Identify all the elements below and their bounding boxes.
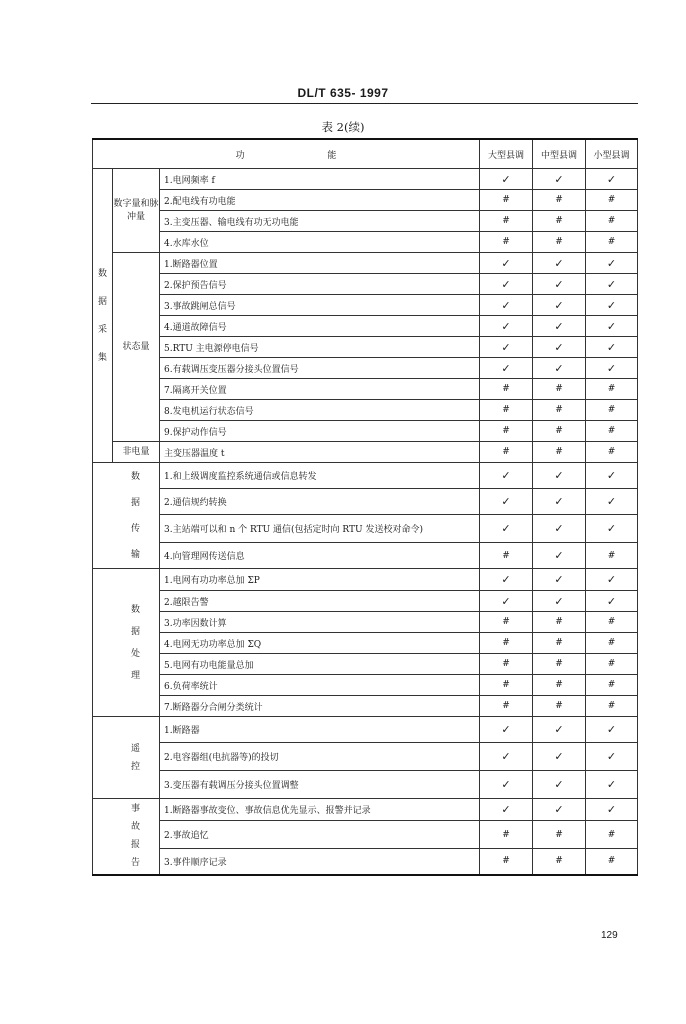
function-item: 2.电容器组(电抗器等)的投切 [160,743,480,771]
hash-mark-medium: # [533,379,586,400]
page-number: 129 [601,930,618,941]
table-row [93,654,638,675]
function-item: 3.事故跳闸总信号 [160,295,480,316]
hash-mark-large: # [480,633,533,654]
table-row [93,232,638,253]
hash-mark-medium: # [533,190,586,211]
hash-mark-large: # [480,379,533,400]
function-item: 3.主变压器、输电线有功无功电能 [160,211,480,232]
check-mark-medium: ✓ [533,253,586,274]
check-mark-small: ✓ [586,358,638,379]
hash-mark-small: # [586,821,638,849]
function-item: 2.越限告警 [160,591,480,612]
check-mark-large: ✓ [480,771,533,799]
standard-number: DL/T 635- 1997 [297,86,389,100]
table-row [93,696,638,717]
function-item: 1.和上级调度监控系统通信或信息转发 [160,463,480,489]
function-item: 1.断路器 [160,717,480,743]
check-mark-medium: ✓ [533,169,586,190]
table-row [93,400,638,421]
function-item: 5.RTU 主电源停电信号 [160,337,480,358]
check-mark-small: ✓ [586,337,638,358]
table-row [93,358,638,379]
column-header-large: 大型县调 [480,139,533,169]
hash-mark-medium: # [533,211,586,232]
table-row [93,633,638,654]
function-item: 1.电网频率 f [160,169,480,190]
hash-mark-small: # [586,633,638,654]
function-item: 2.配电线有功电能 [160,190,480,211]
function-item: 6.负荷率统计 [160,675,480,696]
table-row [93,274,638,295]
table-row [93,675,638,696]
check-mark-small: ✓ [586,591,638,612]
hash-mark-large: # [480,654,533,675]
check-mark-small: ✓ [586,274,638,295]
check-mark-large: ✓ [480,295,533,316]
check-mark-small: ✓ [586,515,638,543]
check-mark-medium: ✓ [533,743,586,771]
hash-mark-small: # [586,400,638,421]
group-label: 数据处理 [93,569,160,717]
check-mark-small: ✓ [586,316,638,337]
subgroup-label: 状态量 [113,253,160,442]
check-mark-small: ✓ [586,169,638,190]
check-mark-large: ✓ [480,717,533,743]
group-label: 事故报告 [93,799,160,875]
function-item: 4.向管理网传送信息 [160,543,480,569]
check-mark-large: ✓ [480,316,533,337]
check-mark-large: ✓ [480,274,533,295]
check-mark-medium: ✓ [533,295,586,316]
hash-mark-large: # [480,421,533,442]
function-item: 5.电网有功电能量总加 [160,654,480,675]
subgroup-label: 非电量 [113,442,160,463]
function-item: 4.通道故障信号 [160,316,480,337]
check-mark-large: ✓ [480,337,533,358]
group-label: 数据采集 [93,169,113,463]
table-row [93,442,638,463]
table-row [93,190,638,211]
hash-mark-small: # [586,421,638,442]
table-caption: 表 2(续) [321,120,365,134]
table-row [93,612,638,633]
table-row [93,421,638,442]
check-mark-large: ✓ [480,358,533,379]
hash-mark-medium: # [533,654,586,675]
check-mark-large: ✓ [480,253,533,274]
hash-mark-large: # [480,211,533,232]
group-label: 遥控 [93,717,160,799]
table-row [93,379,638,400]
hash-mark-medium: # [533,612,586,633]
check-mark-large: ✓ [480,463,533,489]
table-row [93,295,638,316]
check-mark-medium: ✓ [533,543,586,569]
subgroup-label: 数字量和脉冲量 [113,169,160,253]
hash-mark-small: # [586,654,638,675]
table-row [93,717,638,743]
table-row [93,591,638,612]
function-item: 1.断路器位置 [160,253,480,274]
hash-mark-medium: # [533,675,586,696]
hash-mark-large: # [480,232,533,253]
function-table [92,138,638,876]
hash-mark-small: # [586,612,638,633]
check-mark-medium: ✓ [533,799,586,821]
hash-mark-medium: # [533,821,586,849]
table-row [93,743,638,771]
table-row [93,821,638,849]
table-row [93,211,638,232]
check-mark-medium: ✓ [533,316,586,337]
function-item: 8.发电机运行状态信号 [160,400,480,421]
hash-mark-large: # [480,612,533,633]
table-row [93,515,638,543]
function-item: 6.有载调压变压器分接头位置信号 [160,358,480,379]
table-row [93,253,638,274]
table-row [93,543,638,569]
check-mark-medium: ✓ [533,489,586,515]
hash-mark-small: # [586,675,638,696]
group-label: 数据传输 [93,463,160,569]
check-mark-small: ✓ [586,569,638,591]
hash-mark-medium: # [533,400,586,421]
check-mark-medium: ✓ [533,274,586,295]
check-mark-medium: ✓ [533,358,586,379]
hash-mark-large: # [480,849,533,875]
table-row [93,169,638,190]
table-row [93,771,638,799]
function-item: 2.通信规约转换 [160,489,480,515]
check-mark-large: ✓ [480,743,533,771]
hash-mark-large: # [480,190,533,211]
function-item: 主变压器温度 t [160,442,480,463]
function-item: 2.事故追忆 [160,821,480,849]
header-rule [91,103,638,104]
check-mark-small: ✓ [586,253,638,274]
check-mark-medium: ✓ [533,337,586,358]
hash-mark-medium: # [533,421,586,442]
check-mark-small: ✓ [586,295,638,316]
table-row [93,337,638,358]
hash-mark-medium: # [533,232,586,253]
column-header-small: 小型县调 [586,139,638,169]
function-item: 7.断路器分合闸分类统计 [160,696,480,717]
check-mark-medium: ✓ [533,569,586,591]
hash-mark-medium: # [533,849,586,875]
table-row [93,489,638,515]
hash-mark-large: # [480,543,533,569]
function-item: 3.功率因数计算 [160,612,480,633]
check-mark-large: ✓ [480,169,533,190]
hash-mark-small: # [586,543,638,569]
hash-mark-small: # [586,379,638,400]
table-row [93,569,638,591]
hash-mark-large: # [480,400,533,421]
hash-mark-large: # [480,821,533,849]
check-mark-small: ✓ [586,799,638,821]
check-mark-large: ✓ [480,799,533,821]
hash-mark-small: # [586,849,638,875]
table-row [93,799,638,821]
hash-mark-large: # [480,442,533,463]
function-item: 3.主站端可以和 n 个 RTU 通信(包括定时向 RTU 发送校对命令) [160,515,480,543]
column-header-medium: 中型县调 [533,139,586,169]
check-mark-small: ✓ [586,489,638,515]
check-mark-medium: ✓ [533,515,586,543]
check-mark-medium: ✓ [533,591,586,612]
column-header-function: 功 能 [93,139,480,169]
hash-mark-medium: # [533,696,586,717]
hash-mark-small: # [586,211,638,232]
check-mark-small: ✓ [586,717,638,743]
check-mark-large: ✓ [480,515,533,543]
hash-mark-small: # [586,190,638,211]
check-mark-large: ✓ [480,591,533,612]
hash-mark-medium: # [533,633,586,654]
table-row [93,316,638,337]
check-mark-medium: ✓ [533,717,586,743]
hash-mark-large: # [480,696,533,717]
check-mark-small: ✓ [586,771,638,799]
table-header-row [93,139,638,169]
check-mark-large: ✓ [480,489,533,515]
function-item: 7.隔离开关位置 [160,379,480,400]
function-item: 3.变压器有载调压分接头位置调整 [160,771,480,799]
function-item: 1.断路器事故变位、事故信息优先显示、报警并记录 [160,799,480,821]
check-mark-medium: ✓ [533,771,586,799]
hash-mark-large: # [480,675,533,696]
check-mark-small: ✓ [586,743,638,771]
function-item: 4.水库水位 [160,232,480,253]
check-mark-medium: ✓ [533,463,586,489]
hash-mark-small: # [586,232,638,253]
table-row [93,463,638,489]
hash-mark-small: # [586,696,638,717]
hash-mark-small: # [586,442,638,463]
table-row [93,849,638,875]
function-item: 3.事件顺序记录 [160,849,480,875]
function-item: 9.保护动作信号 [160,421,480,442]
function-item: 2.保护预告信号 [160,274,480,295]
function-item: 1.电网有功功率总加 ΣP [160,569,480,591]
hash-mark-medium: # [533,442,586,463]
check-mark-small: ✓ [586,463,638,489]
check-mark-large: ✓ [480,569,533,591]
function-item: 4.电网无功功率总加 ΣQ [160,633,480,654]
